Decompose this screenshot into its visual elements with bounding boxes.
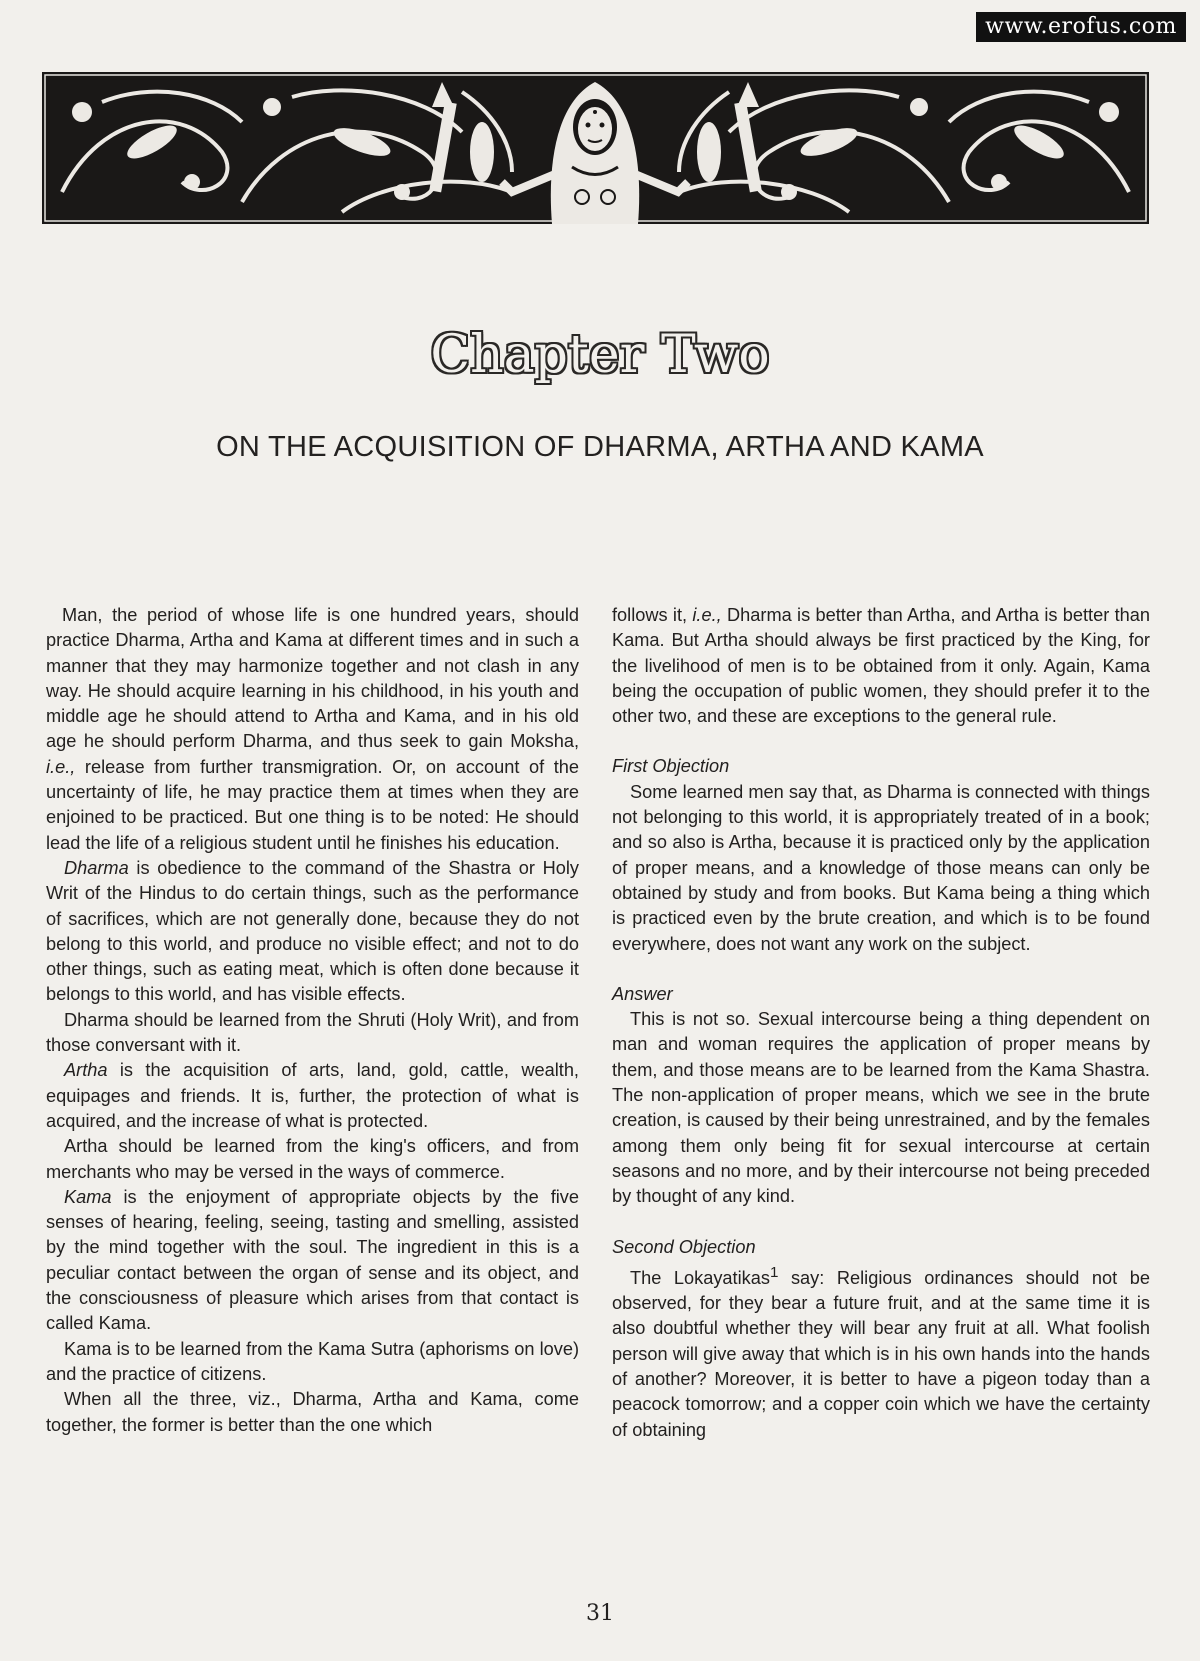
ornamental-banner [42,72,1149,224]
paragraph: The Lokayatikas$^1$ say: Religious ordinances should not be observed, for they bear a future fruit, and at the same time it is also doubtful whether they will bear any fruit at all. What foolish person will give away that which is in his own hands into the hands of another? Moreover, it is better to have a pigeon today than a peacock tomorrow; and a copper coin which we have the certainty of obtaining [612,1263,1151,1440]
banner-illustration [42,72,1149,224]
paragraph: Some learned men say that, as Dharma is connected with things not belonging to this world, it is appropriately treated of in a book; and so also is Artha, because it is practiced only by the application of proper means, and a knowledge of those means can only be obtained by study and from books. But Kama being a thing which is practiced even by the brute creation, and which is to be found everywhere, does not want any work on the subject. [612,781,1150,954]
left-column [46,603,579,1438]
section-heading: Answer [612,983,673,1004]
paragraph: Artha is the acquisition of arts, land, gold, cattle, wealth, equipages and friends. It is, further, the protection of what is acquired, and the increase of what is protected. [46,1060,579,1131]
paragraph: Dharma is obedience to the command of the Shastra or Holy Writ of the Hindus to do certain things, such as the performance of sacrifices, which are not generally done, because they do not belong to this world, and produce no visible effect; and not to do other things, such as eating meat, which is often done because it belongs to this world, and has visible effects. [46,857,579,1005]
paragraph: follows it, i.e., Dharma is better than Artha, and Artha is better than Kama. But Artha should always be first practiced by the King, for the livelihood of men is to be obtained from it only. Again, Kama being the occupation of public women, they should prefer it to the other two, and these are exceptions to the general rule. [612,605,1151,727]
chapter-title: Chapter Two [430,325,770,385]
watermark: www.erofus.com [976,12,1186,42]
section-heading: Second Objection [612,1236,756,1257]
page-number: 31 [586,1601,614,1626]
paragraph: Man, the period of whose life is one hundred years, should practice Dharma, Artha and Kama at different times and in such a manner that they may harmonize together and not clash in any way. He should acquire learning in his childhood, in his youth and middle age he should attend to Artha and Kama, and in his old age he should perform Dharma, and thus seek to gain Moksha, i.e., release from further transmigration. Or, on account of the uncertainty of life, he may practice them at times when they are enjoined to be practiced. But one thing is to be noted: He should lead the life of a religious student until he finishes his education. [46,605,579,853]
section-heading: First Objection [612,756,730,777]
paragraph: Kama is the enjoyment of appropriate objects by the five senses of hearing, feeling, seeing, tasting and smelling, assisted by the mind together with the soul. The ingredient in this is a peculiar contact between the organ of sense and its object, and the consciousness of pleasure which arises from that contact is called Kama. [46,1186,579,1334]
paragraph: Kama is to be learned from the Kama Sutra (aphorisms on love) and the practice of citizens. [46,1338,579,1384]
chapter-subtitle: ON THE ACQUISITION OF DHARMA, ARTHA AND KAMA [216,431,984,463]
footnote-marker: 1 [769,1263,779,1281]
paragraph: Artha should be learned from the king's officers, and from merchants who may be versed in the ways of commerce. [46,1136,579,1182]
paragraph: When all the three, viz., Dharma, Artha and Kama, come together, the former is better than the one which [46,1389,579,1435]
paragraph: Dharma should be learned from the Shruti (Holy Writ), and from those conversant with it. [46,1009,579,1056]
right-column [612,603,1150,1443]
paragraph: This is not so. Sexual intercourse being a thing dependent on man and woman requires the application of proper means by them, and those means are to be learned from the Kama Shastra. The non-application of proper means, which we see in the brute creation, is caused by their being unrestrained, and by the females among them only being fit for sexual intercourse at certain seasons and no more, and by their intercourse not being preceded by thought of any kind. [612,1009,1150,1207]
